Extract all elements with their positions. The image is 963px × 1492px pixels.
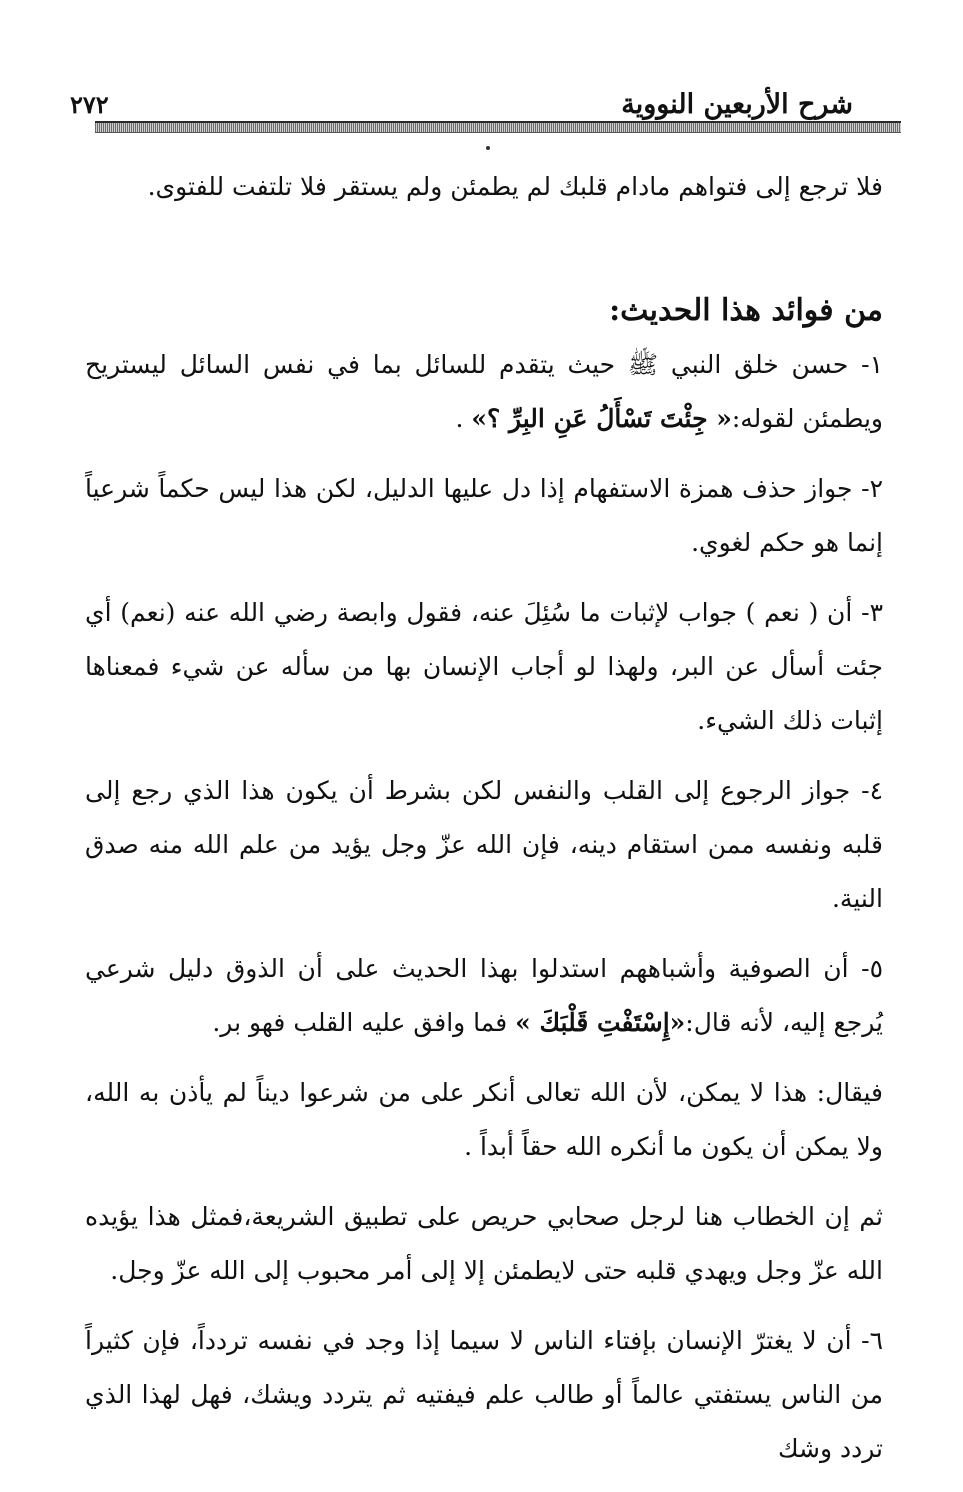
benefit-item-4: ٤- جواز الرجوع إلى القلب والنفس لكن بشرط أن يكون هذا الذي رجع إلى قلبه ونفسه ممن استقام دينه، فإن الله عزّ وجل يؤيد من علم الله منه صدق النية. <box>85 776 883 913</box>
intro-paragraph: فلا ترجع إلى فتواهم مادام قلبك لم يطمئن ولم يستقر فلا تلتفت للفتوى. <box>147 172 883 201</box>
paragraph-context: ثم إن الخطاب هنا لرجل صحابي حريص على تطبيق الشريعة،فمثل هذا يؤيده الله عزّ وجل ويهدي قلبه حتى لايطمئن إلا إلى أمر محبوب إلى الله عزّ وجل. <box>85 1202 883 1285</box>
page-header <box>62 80 901 120</box>
benefit-item-3: ٣- أن ( نعم ) جواب لإثبات ما سُئِلَ عنه، فقول وابصة رضي الله عنه (نعم) أي جئت أسأل عن البر، ولهذا لو أجاب الإنسان بها من سأله عن شيء فمعناها إثبات ذلك الشيء. <box>85 598 883 735</box>
paragraph-rebuttal: فيقال: هذا لا يمكن، لأن الله تعالى أنكر على من شرعوا ديناً لم يأذن به الله، ولا يمكن أن يكون ما أنكره الله حقاً أبداً . <box>85 1078 883 1161</box>
header-rule <box>95 121 901 133</box>
hadith-quote: «إِسْتَفْتِ قَلْبَكَ » <box>515 1008 686 1037</box>
benefit-item-6: ٦- أن لا يغترّ الإنسان بإفتاء الناس لا سيما إذا وجد في نفسه تردداً، فإن كثيراً من الناس يستفتي عالماً أو طالب علم فيفتيه ثم يتردد ويشك، فهل لهذا الذي تردد وشك <box>85 1326 883 1463</box>
section-heading: من فوائد هذا الحديث: <box>609 293 883 328</box>
benefit-item-1: ١- حسن خلق النبي ﷺ حيث يتقدم للسائل بما في نفس السائل ليستريح ويطمئن لقوله:« جِئْتَ تَسْأَلُ عَنِ البِرِّ ؟» . <box>85 350 883 433</box>
benefit-item-5: ٥- أن الصوفية وأشباههم استدلوا بهذا الحديث على أن الذوق دليل شرعي يُرجع إليه، لأنه قال:«إِسْتَفْتِ قَلْبَكَ » فما وافق عليه القلب فهو بر. <box>85 954 883 1037</box>
body-text <box>85 160 883 1492</box>
page-number: ٢٧٢ <box>70 90 109 119</box>
running-title: شرح الأربعين النووية <box>621 89 853 120</box>
ink-dot <box>486 146 490 150</box>
hadith-quote: « جِئْتَ تَسْأَلُ عَنِ البِرِّ ؟» <box>471 404 732 433</box>
benefit-item-2: ٢- جواز حذف همزة الاستفهام إذا دل عليها الدليل، لكن هذا ليس حكماً شرعياً إنما هو حكم لغوي. <box>85 474 883 557</box>
